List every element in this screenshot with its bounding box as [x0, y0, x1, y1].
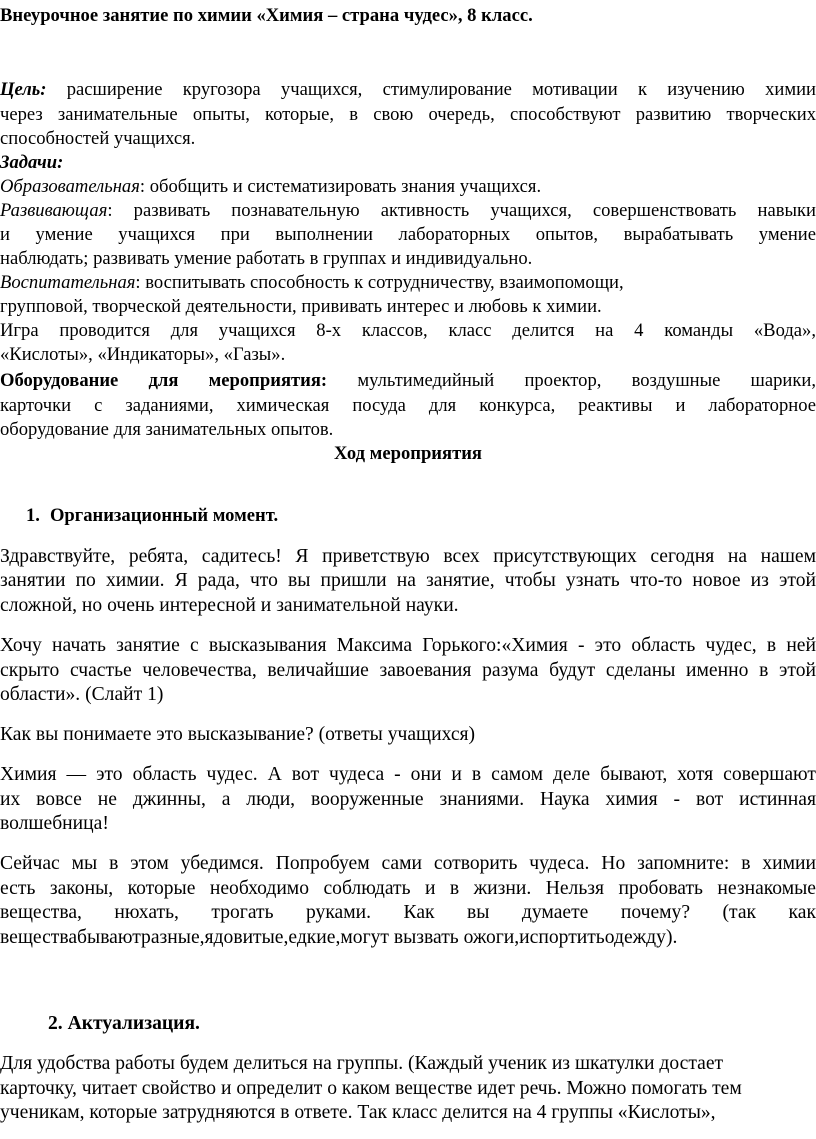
upbringing-label: Воспитательная [0, 272, 136, 293]
goal-text-1: расширение кругозора учащихся, стимулирование мотивации к изучению химии [46, 79, 816, 100]
developing-label: Развивающая [0, 200, 108, 221]
document-title: Внеурочное занятие по химии «Химия – страна чудес», 8 класс. [0, 5, 533, 26]
developing-text-1: : развивать познавательную активность учащихся, совершенствовать навыки [107, 200, 816, 221]
s1-p1-line-2: занятии по химии. Я рада, что вы пришли на занятие, чтобы узнать что-то новое из этой [0, 570, 816, 591]
educational-text: : обобщить и систематизировать знания учащихся. [139, 176, 542, 197]
s1-p5-line-2: есть законы, которые необходимо соблюдать и в жизни. Нельзя пробовать незнакомые [0, 878, 816, 899]
s1-p1-line-1: Здравствуйте, ребята, садитесь! Я приветствую всех присутствующих сегодня на нашем [0, 546, 816, 567]
goal-line-3: способностей учащихся. [0, 128, 196, 149]
s2-p1-line-3: ученикам, которые затрудняются в ответе. Так класс делится на 4 группы «Кислоты», [0, 1102, 716, 1123]
s1-p1-line-3: сложной, но очень интересной и занимательной науки. [0, 595, 459, 616]
goal-line-2: через занимательные опыты, которые, в свою очередь, способствуют развитию творческих [0, 104, 816, 125]
s1-p2-line-1: Хочу начать занятие с высказывания Максима Горького:«Химия - это область чудес, в ней [0, 635, 816, 656]
s1-p2-line-2: скрыто счастье человечества, величайшие завоевания разума будут сделаны именно в этой [0, 660, 816, 681]
equipment-text-1: мультимедийный проектор, воздушные шарики, [327, 370, 816, 391]
s2-p1-line-2: карточку, читает свойство и определит о каком веществе идет речь. Можно помогать тем [0, 1078, 742, 1099]
tasks-upbringing-line-2: групповой, творческой деятельности, прививать интерес и любовь к химии. [0, 296, 602, 317]
section-1-number: 1. [26, 505, 40, 526]
game-line-2: «Кислоты», «Индикаторы», «Газы». [0, 344, 286, 365]
s1-p5-line-1: Сейчас мы в этом убедимся. Попробуем сами сотворить чудеса. Но запомните: в химии [0, 853, 816, 874]
s1-p4-line-2: их вовсе не джинны, а люди, вооруженные знаниями. Наука химия - вот истинная [0, 789, 816, 810]
s1-p4-line-1: Химия — это область чудес. А вот чудеса - они и в самом деле бывают, хотя совершают [0, 764, 816, 785]
tasks-developing-line-2: и умение учащихся при выполнении лабораторных опытов, вырабатывать умение [0, 224, 816, 245]
goal-label: Цель: [0, 79, 47, 100]
s1-p4-line-3: волшебница! [0, 813, 109, 834]
upbringing-text-1: : воспитывать способность к сотрудничеству, взаимопомощи, [135, 272, 624, 293]
tasks-label: Задачи: [0, 152, 64, 173]
s2-p1-line-1: Для удобства работы будем делиться на группы. (Каждый ученик из шкатулки достает [0, 1053, 724, 1074]
equipment-label: Оборудование для мероприятия: [0, 370, 328, 391]
tasks-developing-line-3: наблюдать; развивать умение работать в группах и индивидуально. [0, 248, 533, 269]
section-1-heading [26, 504, 806, 528]
tasks-educational [0, 175, 816, 199]
s1-p2-line-3: области». (Слайт 1) [0, 684, 164, 705]
tasks-upbringing-line-1 [0, 271, 816, 295]
equipment-line-1 [0, 369, 816, 393]
section-2-heading: 2. Актуализация. [48, 1013, 200, 1034]
s1-p5-line-4: веществабываютразные,ядовитые,едкие,могут вызвать ожоги,испортитьодежду). [0, 927, 678, 948]
goal-line-1 [0, 78, 816, 102]
educational-label: Образовательная [0, 176, 140, 197]
equipment-line-2: карточки с заданиями, химическая посуда для конкурса, реактивы и лабораторное [0, 395, 816, 416]
tasks-developing-line-1 [0, 199, 816, 223]
equipment-line-3: оборудование для занимательных опытов. [0, 419, 334, 440]
section-1-title: Организационный момент. [49, 505, 279, 526]
s1-p3-line-1: Как вы понимаете это высказывание? (ответы учащихся) [0, 724, 476, 745]
course-heading: Ход мероприятия [334, 443, 482, 464]
game-line-1: Игра проводится для учащихся 8-х классов, класс делится на 4 команды «Вода», [0, 320, 816, 341]
s1-p5-line-3: вещества, нюхать, трогать руками. Как вы думаете почему? (так как [0, 902, 816, 923]
